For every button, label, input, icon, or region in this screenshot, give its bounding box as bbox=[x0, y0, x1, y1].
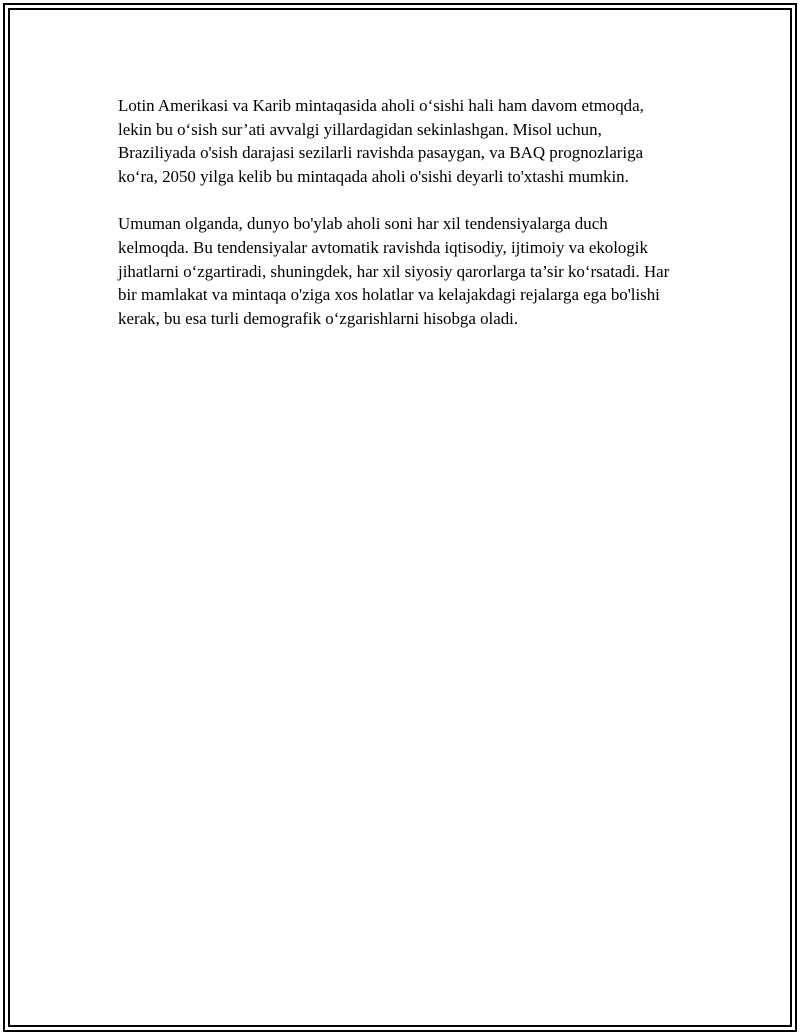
paragraph: Lotin Amerikasi va Karib mintaqasida aholi o‘sishi hali ham davom etmoqda, lekin bu o‘sish sur’ati avvalgi yillardagidan sekinlashgan. Misol uchun, Braziliyada o'sish darajasi sezilarli ravishda pasaygan, va BAQ prognozlariga ko‘ra, 2050 yilga kelib bu mintaqada aholi o'sishi deyarli to'xtashi mumkin. bbox=[118, 96, 644, 186]
paragraph: Umuman olganda, dunyo bo'ylab aholi soni har xil tendensiyalarga duch kelmoqda. Bu tendensiyalar avtomatik ravishda iqtisodiy, ijtimoiy va ekologik jihatlarni o‘zgartiradi, shuningdek, har xil siyosiy qarorlarga ta’sir ko‘rsatadi. Har bir mamlakat va mintaqa o'ziga xos holatlar va kelajakdagi rejalarga ega bo'lishi kerak, bu esa turli demografik o‘zgarishlarni hisobga oladi. bbox=[118, 214, 670, 328]
document-body bbox=[118, 94, 678, 354]
